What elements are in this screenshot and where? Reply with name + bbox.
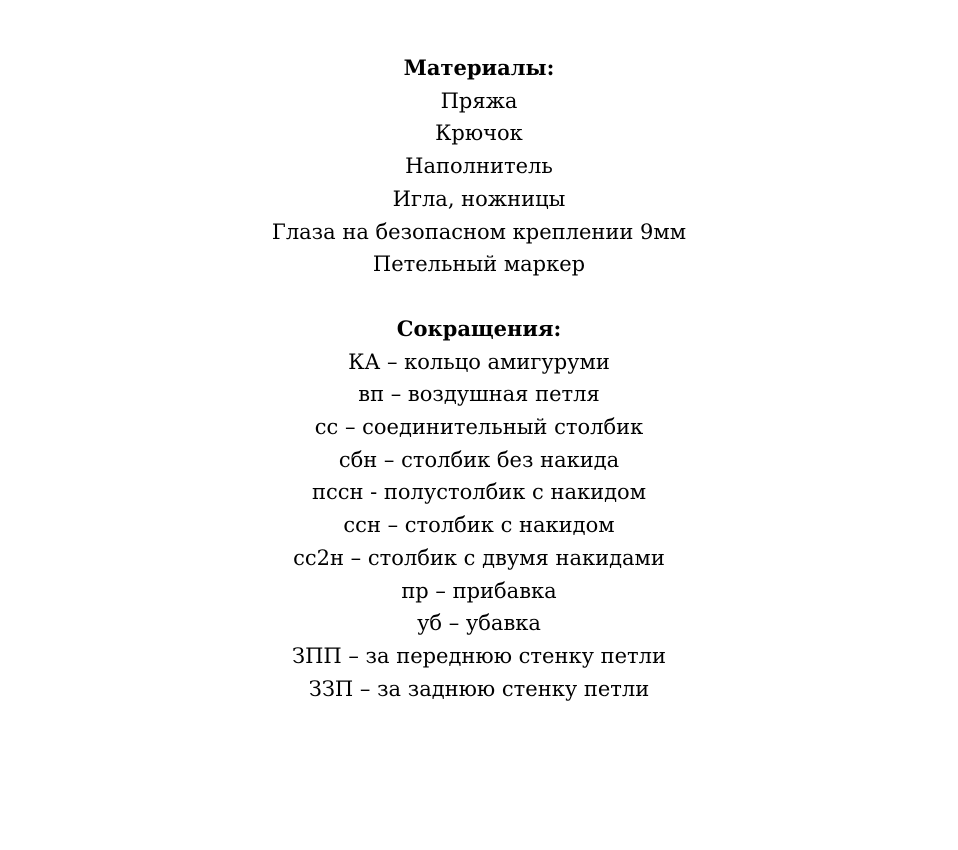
materials-item: Крючок bbox=[435, 121, 523, 146]
abbreviation-item: сс2н – столбик с двумя накидами bbox=[293, 545, 665, 570]
materials-item: Петельный маркер bbox=[372, 252, 586, 277]
materials-list bbox=[0, 85, 958, 281]
abbreviation-item: пр – прибавка bbox=[401, 578, 557, 603]
abbreviation-item: ссн – столбик с накидом bbox=[343, 513, 615, 538]
abbreviation-item: сбн – столбик без накида bbox=[338, 447, 620, 472]
abbreviations-heading: Сокращения: bbox=[396, 315, 562, 341]
materials-heading: Материалы: bbox=[403, 55, 555, 80]
abbreviation-item: КА – кольцо амигуруми bbox=[348, 349, 610, 374]
abbreviations-section bbox=[0, 313, 958, 705]
materials-item: Наполнитель bbox=[405, 154, 553, 179]
materials-item: Игла, ножницы bbox=[392, 186, 566, 211]
abbreviations-list bbox=[0, 346, 958, 706]
abbreviation-item: вп – воздушная петля bbox=[358, 382, 600, 407]
abbreviation-item: уб – убавка bbox=[417, 611, 541, 636]
document-content bbox=[0, 52, 958, 705]
materials-section bbox=[0, 52, 958, 281]
section-spacer bbox=[0, 281, 958, 313]
abbreviation-item: пссн - полустолбик с накидом bbox=[311, 480, 647, 505]
materials-item: Пряжа bbox=[440, 88, 518, 113]
abbreviation-item: ЗПП – за переднюю стенку петли bbox=[291, 643, 666, 668]
abbreviation-item: ЗЗП – за заднюю стенку петли bbox=[308, 676, 650, 701]
abbreviation-item: сс – соединительный столбик bbox=[314, 415, 644, 440]
materials-item: Глаза на безопасном креплении 9мм bbox=[271, 219, 687, 244]
